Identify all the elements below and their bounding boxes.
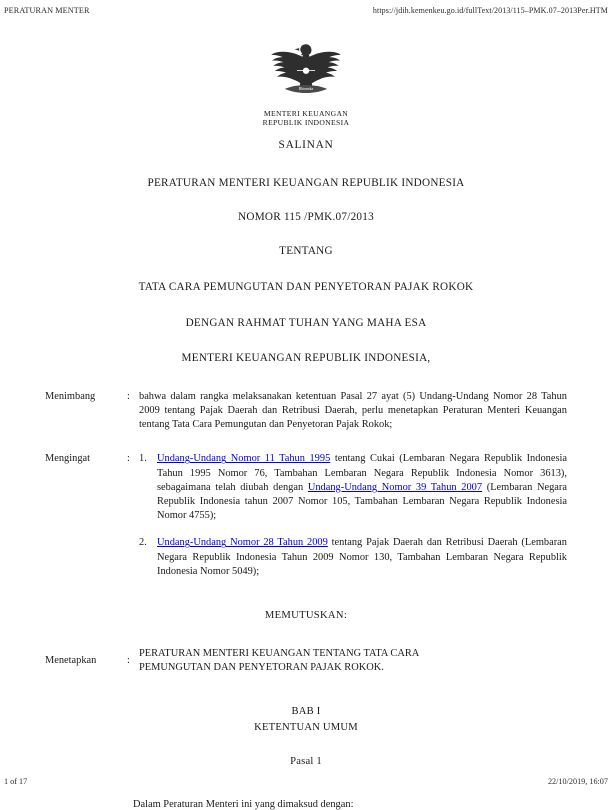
mengingat-item-2-index: 2.: [139, 537, 147, 549]
mengingat-item-2-tail: tentang Pajak Daerah dan Retribusi Daerah (Lembaran Negara Republik Indonesia Tahun 2009 Nomor 130, Tambahan Lembaran Negara Republik Indonesia Nomor 5049);: [157, 537, 567, 577]
browser-header-url: https://jdih.kemenkeu.go.id/fullText/2013/115–PMK.07–2013Per.HTM: [372, 5, 608, 15]
menetapkan-line-1: PERATURAN MENTERI KEUANGAN TENTANG TATA CARA: [139, 648, 420, 660]
mengingat-item-1-tail: (Lembaran Negara Republik Indonesia tahun 2007 Nomor 105, Tambahan Lembaran Negara Republik Indonesia Nomor 4755);: [157, 481, 567, 522]
mengingat-list: [139, 452, 567, 579]
mengingat-item-1-index: 1.: [139, 453, 147, 465]
garuda-pancasila-icon: [268, 36, 344, 104]
signatory-line: MENTERI KEUANGAN REPUBLIK INDONESIA,: [181, 351, 431, 364]
menimbang-label: Menimbang: [45, 390, 96, 402]
law-link-uu-11-1995[interactable]: Undang-Undang Nomor 11 Tahun 1995: [157, 453, 331, 465]
mengingat-clause: [45, 452, 567, 579]
browser-print-header: [0, 3, 612, 17]
menimbang-text: bahwa dalam rangka melaksanakan ketentuan Pasal 27 ayat (5) Undang-Undang Nomor 28 Tahun 2009 tentang Pajak Daerah dan Retribusi Daerah, perlu menetapkan Peraturan Menteri Keuangan tentang Tata Cara Pemungutan dan Penyetoran Pajak Rokok;: [139, 390, 567, 431]
salinan-label: SALINAN: [278, 138, 334, 151]
regulation-title: TATA CARA PEMUNGUTAN DAN PENYETORAN PAJAK ROKOK: [138, 280, 474, 293]
law-link-uu-39-2007[interactable]: Undang-Undang Nomor 39 Tahun 2007: [307, 481, 483, 493]
menetapkan-colon: :: [127, 655, 130, 667]
law-link-uu-28-2009[interactable]: Undang-Undang Nomor 28 Tahun 2009: [157, 537, 328, 549]
mengingat-label: Mengingat: [45, 453, 91, 465]
regulation-number: NOMOR 115 /PMK.07/2013: [238, 210, 374, 223]
article-number: Pasal 1: [290, 755, 322, 767]
menetapkan-text: [139, 647, 567, 676]
mengingat-item-1-mid: tentang Cukai (Lembaran Negara Republik Indonesia Tahun 1995 Nomor 76, Tambahan Lembaran Negara Republik Indonesia Nomor 3613), sebagaimana telah diubah dengan: [157, 453, 567, 493]
mengingat-colon: :: [127, 453, 130, 465]
blessing-line: DENGAN RAHMAT TUHAN YANG MAHA ESA: [185, 316, 427, 329]
ministry-name-line2: REPUBLIK INDONESIA: [262, 118, 350, 128]
svg-text:Bhinneka: Bhinneka: [298, 87, 314, 92]
memutuskan-label: MEMUTUSKAN:: [264, 610, 348, 622]
print-timestamp: 22/10/2019, 16:07: [547, 776, 608, 786]
page-indicator: 1 of 17: [4, 776, 28, 786]
mengingat-item-2: [139, 536, 567, 579]
chapter-title: KETENTUAN UMUM: [254, 721, 358, 733]
document-content: [45, 30, 567, 810]
regulation-institution: PERATURAN MENTERI KEUANGAN REPUBLIK INDONESIA: [147, 176, 465, 189]
mengingat-item-2-text: [157, 536, 567, 579]
tentang-label: TENTANG: [279, 244, 333, 257]
browser-print-footer: [0, 774, 612, 788]
mengingat-item-1-text: [157, 452, 567, 523]
ministry-name-line1: MENTERI KEUANGAN: [263, 109, 349, 118]
menimbang-colon: :: [127, 390, 130, 402]
menimbang-clause: [45, 390, 567, 433]
mengingat-item-1: [139, 452, 567, 523]
article-lead-in: Dalam Peraturan Menteri ini yang dimaksud dengan:: [133, 798, 354, 810]
menetapkan-clause: [45, 647, 567, 676]
menetapkan-line-2: PEMUNGUTAN DAN PENYETORAN PAJAK ROKOK.: [139, 662, 384, 674]
browser-header-title: PERATURAN MENTER: [4, 5, 90, 15]
chapter-number: BAB I: [291, 705, 321, 717]
emblem-container: [45, 36, 567, 109]
menetapkan-label: Menetapkan: [45, 655, 97, 667]
